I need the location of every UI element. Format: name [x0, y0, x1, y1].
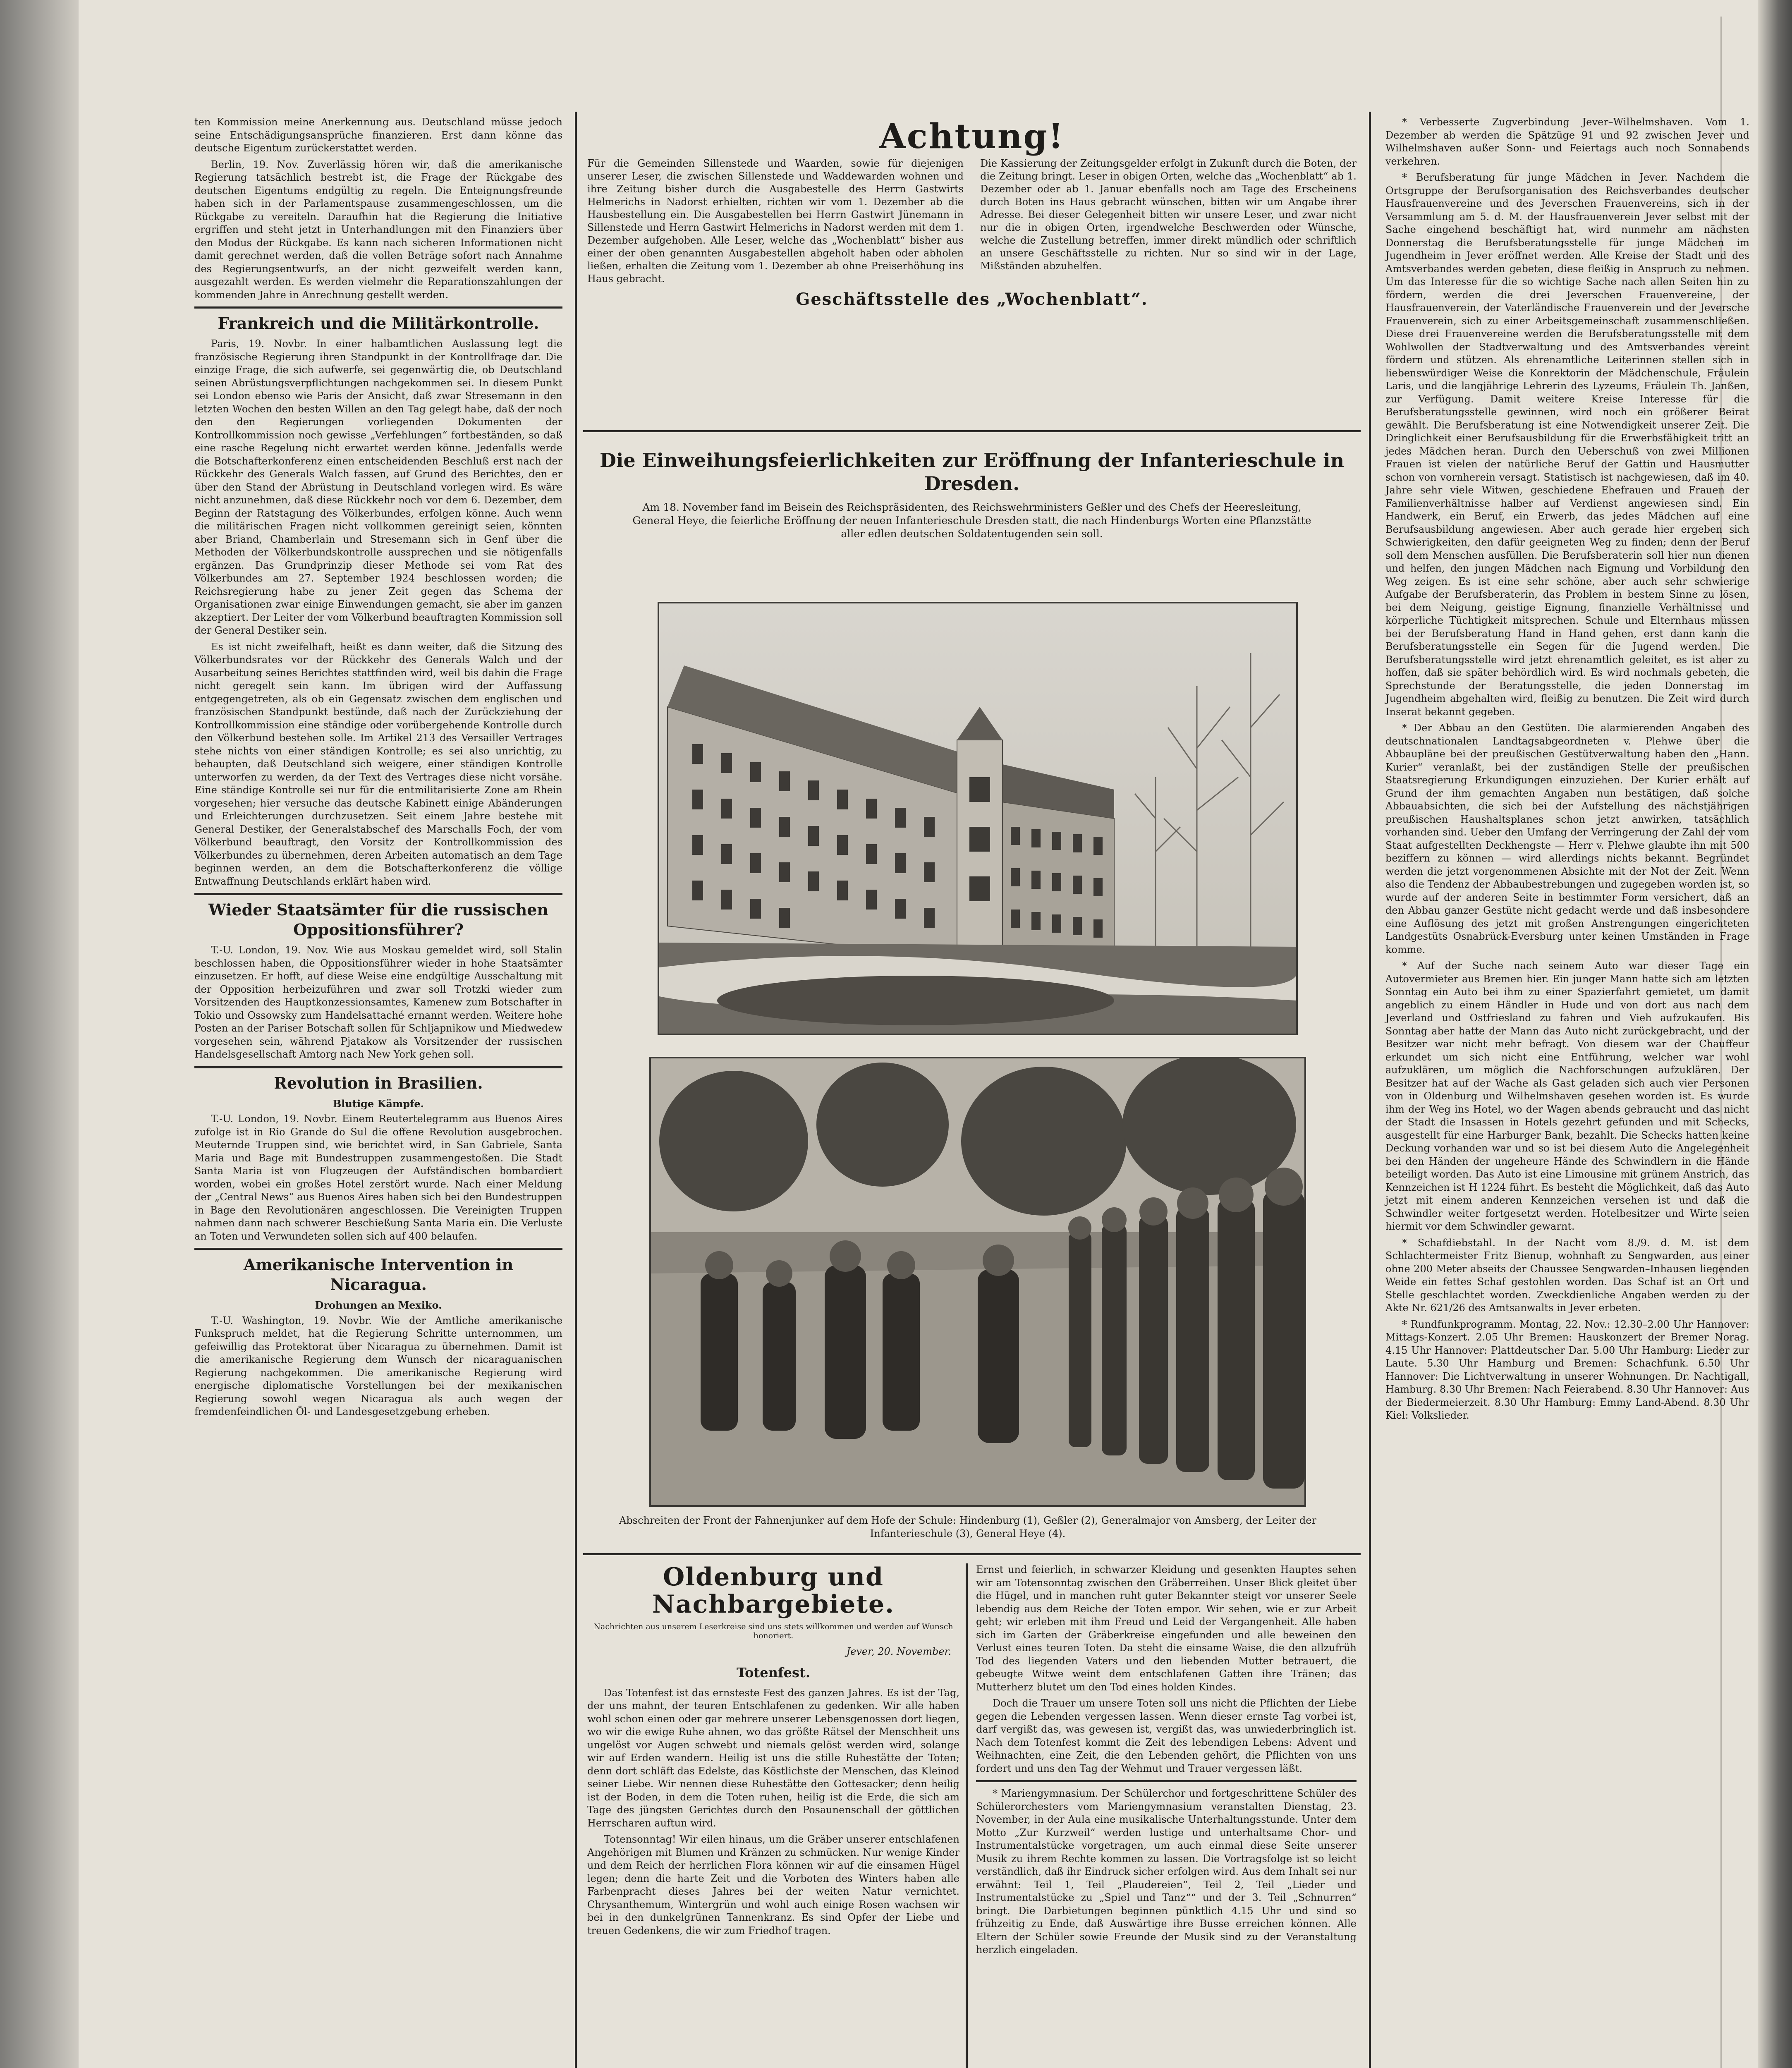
- feature-header: [587, 449, 1357, 541]
- article-totenfest-p2: Totensonntag! Wir eilen hinaus, um die Gräber unserer entschlafenen Angehörigen mit Blumen und Kränzen zu schmücken. Nur wenige Kinder und dem Reich der herrlichen Flora können wir auf die einsamen Hügel legen; denn die harte Zeit und die Vorboten des Winters haben alle Farbenpracht dieses Jahres bei der weiten Natur vernichtet. Chrysanthemum, Wintergrün und wohl auch einige Rosen wachsen wir bei in den dunkelgrünen Tannenkranz. Es sind Opfer der Liebe und treuen Gedenkens, die wir zum Friedhof tragen.: [587, 1833, 959, 1936]
- headline-frankreich: Frankreich und die Militärkontrolle.: [218, 314, 539, 333]
- article-totenfest-p1: Das Totenfest ist das ernsteste Fest des ganzen Jahres. Es ist der Tag, der uns mahnt, der teuren Entschlafenen zu gedenken. Wir alle haben wohl schon einen oder gar mehrere unserer Lebensgenossen dort liegen, wo wir die ewige Ruhe ahnen, wo das größte Rätsel der Menschheit uns ungelöst vor Augen schwebt und niemals gelöst werden wird, solange wir auf Erden wandern. Heilig ist uns die stille Ruhestätte der Toten; denn dort schläft das Edelste, das Köstlichste der Menschen, das Kleinod seiner Liebe. Wir nennen diese Ruhestätte den Gottesacker; denn heilig ist der Boden, in dem die Toten ruhen, heilig ist die Erde, die sich am Tage des jüngsten Gerichtes durch den Posaunenschall der göttlichen Herrscharen auftun wird.: [587, 1687, 959, 1829]
- subheadline-brasilien: Blutige Kämpfe.: [333, 1097, 424, 1110]
- separator: [194, 893, 562, 895]
- article-brasilien: T.-U. London, 19. Novbr. Einem Reutertelegramm aus Buenos Aires zufolge ist in Rio Grande do Sul die offene Revolution ausgebrochen. Meuternde Truppen sind, wie berichtet wird, in San Gabriele, Santa Maria und Bage mit Bundestruppen zusammengestoßen. Die Stadt Santa Maria ist von Flugzeugen der Aufständischen bombardiert worden, wobei ein großes Hotel zerstört wurde. Nach einer Meldung der „Central News“ aus Buenos Aires haben sich bei den Bundestruppen in Bage den Revolutionären angeschlossen. Die Vereinigten Truppen nahmen dann nach schwerer Beschießung Santa Maria ein. Die Verluste an Toten und Verwundeten sollen sich auf 400 belaufen.: [194, 1113, 562, 1242]
- photo-school-building: [658, 602, 1298, 1035]
- separator: [194, 1248, 562, 1250]
- section-note: Nachrichten aus unserem Leserkreise sind uns stets willkommen und werden auf Wunsch honoriert.: [593, 1622, 953, 1640]
- headline-staatsaemter: Wieder Staatsämter für die russischen Oppositionsführer?: [208, 900, 549, 939]
- feature-title: Die Einweihungsfeierlichkeiten zur Eröffnung der Infanterieschule in Dresden.: [599, 449, 1345, 495]
- column-rule: [575, 112, 577, 2068]
- achtung-text-left: Für die Gemeinden Sillenstede und Waarden, sowie für diejenigen unserer Leser, die zwischen Sillenstede und Waddewarden wohnen und ihre Zeitung bisher durch die Ausgabestelle des Herrn Gastwirts Helmerichs in Nadorst erhielten, richten wir vom 1. Dezember ab die Hausbestellung ein. Die Ausgabestellen bei Herrn Gastwirt Jünemann in Sillenstede und Herrn Gastwirt Helmerichs in Nadorst werden mit dem 1. Dezember aufgehoben. Alle Leser, welche das „Wochenblatt“ bisher aus einer der oben genannten Ausgabestellen abgeholt haben oder abholen ließen, erhalten die Zeitung vom 1. Dezember ab ohne Preiserhöhung ins Haus gebracht.: [587, 158, 964, 285]
- achtung-title: Achtung!: [879, 117, 1065, 156]
- separator: [583, 430, 1361, 432]
- article-paris-continued: Es ist nicht zweifelhaft, heißt es dann weiter, daß die Sitzung des Völkerbundsrates vor der Rückkehr des Generals Walch und der Ausarbeitung seines Berichtes stattfinden wird, weil bis dahin die Frage nicht geregelt sein kann. Im übrigen wird der Auffassung entgegengetreten, als ob ein Gegensatz zwischen dem englischen und französischen Standpunkt bestünde, daß nach der Zurückziehung der Kontrollkommission eine ständige oder vorübergehende Kontrolle durch den Völkerbund bestehen solle. Im Artikel 213 des Versailler Vertrages stehe nichts von einer ständigen Kontrolle; es sei also unrichtig, zu behaupten, daß Deutschland sich weigere, einer ständigen Kontrolle unterworfen zu werden, da der Text des Vertrages diese nicht vorsähe. Eine ständige Kontrolle sei nur für die entmilitarisierte Zone am Rhein vorgesehen; hier versuche das deutsche Kabinett einige Abänderungen und Erleichterungen durchzusetzen. Seit einem Jahre bestehe mit General Destiker, der Generalstabschef des Marschalls Foch, der vom Völkerbund beauftragt, den Vorsitz der Kontrollkommission des Völkerbundes zu übernehmen, deren Arbeiten automatisch an dem Tage beginnen werden, an dem die Botschafterkonferenz die völlige Entwaffnung Deutschlands erklärt haben wird.: [194, 641, 562, 887]
- article-berlin: Berlin, 19. Nov. Zuverlässig hören wir, daß die amerikanische Regierung tatsächlich bestrebt ist, die Frage der Rückgabe des deutschen Eigentums endgültig zu regeln. Die Enteignungsfreunde haben sich in der Parlamentspause zusammengeschlossen, um die Rückgabe zu vereiteln. Daraufhin hat die Regierung die Initiative ergriffen und steht jetzt in Unterhandlungen mit den Finanziers über den Modus der Rückgabe. Es kann nach sicheren Informationen nicht damit gerechnet werden, daß die vollen Beträge sofort nach Annahme des Regierungsentwurfs, an der nicht gezweifelt werden kann, ausgezahlt werden. Es werden vielmehr die Reparationszahlungen der kommenden Jahre in Anrechnung gestellt werden.: [194, 158, 562, 301]
- article-mariengymnasium: * Mariengymnasium. Der Schülerchor und fortgeschrittene Schüler des Schülerorchesters vom Mariengymnasium veranstalten Dienstag, 23. November, in der Aula eine musikalische Unterhaltungsstunde. Unter dem Motto „Zur Kurzweil“ werden lustige und unterhaltsame Chor- und Instrumentalstücke vorgetragen, um auch einmal diese Seite unserer Musik zu ihrem Rechte kommen zu lassen. Die Vortragsfolge ist so leicht verständlich, daß ihr Eindruck sicher erfolgen wird. Aus dem Inhalt sei nur erwähnt: Teil 1, Teil „Plaudereien“, Teil 2, Teil „Lieder und Instrumentalstücke zu „Spiel und Tanz““ und der 3. Teil „Schnurren“ bringt. Die Darbietungen beginnen pünktlich 4.15 Uhr und sind so frühzeitig zu Ende, daß Auswärtige ihre Busse erreichen können. Alle Eltern der Schüler sowie Freunde der Musik sind zu der Veranstaltung herzlich eingeladen.: [976, 1788, 1357, 1956]
- achtung-text-right: Die Kassierung der Zeitungsgelder erfolgt in Zukunft durch die Boten, der die Zeitung bringt. Leser in obigen Orten, welche das „Wochenblatt“ ab 1. Dezember oder ab 1. Januar ebenfalls noch am Tage des Erscheinens durch Boten ins Haus gebracht wünschen, bitten wir um Angabe ihrer Adresse. Bei dieser Gelegenheit bitten wir unsere Leser, und zwar nicht nur die in obigen Orten, irgendwelche Beschwerden oder Wünsche, welche die Zustellung betreffen, immer direkt mündlich oder schriftlich an unsere Geschäftsstelle zu richten. Nur so sind wir in der Lage, Mißständen abzuhelfen.: [980, 158, 1357, 272]
- article-zugverbindung: * Verbesserte Zugverbindung Jever–Wilhelmshaven. Vom 1. Dezember ab werden die Spätzüge 91 und 92 zwischen Jever und Wilhelmshaven außer Sonn- und Feiertags auch noch Sonnabends verkehren.: [1385, 116, 1749, 167]
- article-rundfunk: * Rundfunkprogramm. Montag, 22. Nov.: 12.30–2.00 Uhr Hannover: Mittags-Konzert. 2.05 Uhr Bremen: Hauskonzert der Bremer Norag. 4.15 Uhr Hannover: Plattdeutscher Dar. 5.00 Uhr Hamburg: Lieder zur Laute. 5.30 Uhr Hamburg und Bremen: Schachfunk. 6.50 Uhr Hannover: Die Lichtverwaltung in unserer Wohnungen. Dr. Nachtigall, Hamburg. 8.30 Uhr Bremen: Nach Feierabend. 8.30 Uhr Hannover: Aus der Biedermeierzeit. 8.30 Uhr Hamburg: Emmy Land-Abend. 8.30 Uhr Kiel: Volkslieder.: [1385, 1318, 1749, 1421]
- separator: [194, 306, 562, 309]
- article-berufsberatung: * Berufsberatung für junge Mädchen in Jever. Nachdem die Ortsgruppe der Berufsorganisation des Reichsverbandes deutscher Hausfrauenvereine und des Jeverschen Frauenvereins, sich in der Versammlung am 5. d. M. der Hausfrauenverein Jever selbst mit der Sache eingehend beschäftigt hat, wird nunmehr am nächsten Donnerstag die Berufsberatungsstelle für junge Mädchen im Jugendheim in Jever eröffnet werden. Alle Kreise der Stadt und des Amtsverbandes werden gebeten, diese fleißig in Anspruch zu nehmen. Um das Interesse für die so wichtige Sache nach allen Seiten hin zu fördern, werden die drei Jeverschen Frauenvereine, der Hausfrauenverein, der Vaterländische Frauenverein und der Jeversche Frauenverein, sich zu einer Arbeitsgemeinschaft zusammenschließen. Diese drei Frauenvereine werden die Berufsberatungsstelle mit dem Wohlwollen der Stadtverwaltung und des Amtsverbandes vereint fördern und stützen. Als ehrenamtliche Leiterinnen stellen sich in liebenswürdiger Weise die Konrektorin der Mädchenschule, Fräulein Laris, und die langjährige Lehrerin des Lyzeums, Fräulein Th. Janßen, zur Verfügung. Damit weitere Kreise Interesse für die Berufsberatungsstelle gewinnen, wird noch ein größerer Beirat gewählt. Die Berufsberatung ist eine Notwendigkeit unserer Zeit. Die Dringlichkeit einer Berufsausbildung für die Erwerbsfähigkeit tritt an jedes Mädchen heran. Durch den Ueberschuß von zwei Millionen Frauen ist vielen der natürliche Beruf der Gattin und Hausmutter schon von vornherein versagt. Statistisch ist nachgewiesen, daß im 40. Jahre sehr viele Witwen, geschiedene Ehefrauen und Frauen der Familienverhältnisse halber auf Verdienst angewiesen sind. Ein Handwerk, ein Beruf, ein Erwerb, das jedes Mädchen auf eine Berufsausbildung angewiesen. Aber auch gerade hier ergeben sich Schwierigkeiten, den dafür geeigneten Weg zu finden; denn der Beruf soll dem Menschen ausfüllen. Die Berufsberaterin soll hier nun dienen und helfen, den jungen Mädchen nach Eignung und Vorbildung den Weg zeigen. Es ist eine sehr schöne, aber auch sehr schwierige Aufgabe der Berufsberaterin, das Problem in bestem Sinne zu lösen, bei dem Neigung, geistige Eignung, finanzielle Verhältnisse und körperliche Tüchtigkeit mitsprechen. Schule und Elternhaus müssen bei der Berufsberatung Hand in Hand gehen, erst dann kann die Berufsberatungsstelle ein Segen für die Jugend werden. Die Berufsberatungsstelle wird jetzt ehrenamtlich geleitet, es ist aber zu hoffen, daß sie später behördlich wird. Es wird nochmals gebeten, die Sprechstunde der Beratungsstelle, die jeden Donnerstag im Jugendheim abgehalten wird, fleißig zu benutzen. Die Zeit wird durch Inserat bekannt gegeben.: [1385, 172, 1749, 718]
- section-title-oldenburg: Oldenburg und Nachbargebiete.: [652, 1563, 895, 1619]
- article-continuation: ten Kommission meine Anerkennung aus. Deutschland müsse jedoch seine Entschädigungsansprüche finanzieren. Erst dann könne das deutsche Eigentum zurückerstattet werden.: [194, 116, 562, 154]
- article-auto: * Auf der Suche nach seinem Auto war dieser Tage ein Autovermieter aus Bremen hier. Ein junger Mann hatte sich am letzten Sonntag ein Auto bei ihm zu einer Spazierfahrt gemietet, um damit angeblich zu einem Händler in Hude und von dort aus nach dem Jeverland und Ostfriesland zu fahren und Vieh aufzukaufen. Bis Sonntag aber hatte der Mann das Auto nicht zurückgebracht, und der Besitzer war nicht mehr befragt. Von diesem war der Chauffeur erkundet um sich nicht eine Entführung, welcher war wohl aufzuklären, um möglich die Nachforschungen aufzuklären. Der Besitzer hat auf der Wache als Gast geladen sich auch vier Personen von in Oldenburg und Wilhelmshaven gesehen worden ist. Es wurde ihm der Weg ins Hotel, wo der Wagen abends gebraucht und das nicht der Stadt die Insassen in Hotels gezehrt gefunden und mit Schecks, ausgestellt für eine Harburger Bank, bezahlt. Die Schecks hatten keine Deckung vorhanden war und so ist bei diesem Auto die Angelegenheit bei den Händen der ungeheure Hände des Schwindlern in die Hände beteiligt worden. Das Auto ist eine Limousine mit grünem Anstrich, das Kennzeichen ist H 1224 führt. Es besteht die Möglichkeit, daß das Auto jetzt mit einem anderen Kennzeichen versehen ist und daß die Schwindler weiter fortgesetzt werden. Hotelbesitzer und Wirte seien hiermit vor dem Schwindler gewarnt.: [1385, 960, 1749, 1232]
- photo-caption: Abschreiten der Front der Fahnenjunker auf dem Hofe der Schule: Hindenburg (1), Geßler (2), Generalmajor von Amsberg, der Leiter der Infanterieschule (3), General Heye (4).: [619, 1515, 1316, 1539]
- article-gestuete: * Der Abbau an den Gestüten. Die alarmierenden Angaben des deutschnationalen Landtagsabgeordneten v. Plehwe über die Abbaupläne bei der preußischen Gestütverwaltung haben den „Hann. Kurier“ veranlaßt, bei der zuständigen Stelle der preußischen Staatsregierung Erkundigungen einzuziehen. Der Kurier erhält auf Grund der ihm gemachten Angaben nun bestätigen, daß solche Abbauabsichten, die sich bei der Aufstellung des nächstjährigen preußischen Haushaltsplanes schon jetzt anwirken, tatsächlich vorhanden sind. Ueber den Umfang der Verringerung der Zahl der vom Staat aufgestellten Deckhengste — Herr v. Plehwe glaubte ihn mit 500 beziffern zu können — wird allerdings nichts bekannt. Begründet werden die jetzt vorgenommenen Absichte mit der Not der Zeit. Wenn also die Tendenz der Abbaubestrebungen und zugegeben worden ist, so wurde auf der anderen Seite in bestimmter Form versichert, daß an den Abbau ganzer Gestüte nicht gedacht werde und daß insbesondere eine Auflösung des jetzt mit großen Anstrengungen eingerichteten Landgestüts Osnabrück-Eversburg unter keinen Umständen in Frage komme.: [1385, 722, 1749, 955]
- scan-background: [0, 0, 79, 2068]
- separator: [976, 1780, 1357, 1782]
- article-paris: Paris, 19. Novbr. In einer halbamtlichen Auslassung legt die französische Regierung ihren Standpunkt in der Kontrollfrage dar. Die einzige Frage, die sich aufwerfe, sei gegenwärtig die, ob Deutschland seinen Abrüstungsverpflichtungen nachgekommen sei. In diesem Punkt sei London ebenso wie Paris der Ansicht, daß zwar Stresemann in den letzten Wochen den besten Willen an den Tag gelegt habe, daß der noch den den Regierungen vorliegenden Dokumenten der Kontrollkommission noch gewisse „Verfehlungen“ fortbeständen, so daß eine rasche Regelung nicht erwartet werden könne. Jedenfalls werde die Botschafterkonferenz einen entscheidenden Beschluß erst nach der Rückkehr des Generals Walch fassen, auf Grund des Berichtes, den er über den Stand der Abrüstung in Deutschland vorlegen wird. Es wäre nicht anzunehmen, daß diese Rückkehr noch vor dem 6. Dezember, dem Beginn der Ratstagung des Völkerbundes, erfolgen könne. Auch wenn die militärischen Fragen nicht vollkommen gereinigt seien, könnten aber Briand, Chamberlain und Stresemann sich in Genf über die Methoden der Völkerbundskontrolle aussprechen und sie nötigenfalls ergänzen. Das Grundprinzip dieser Methode sei vom Rat des Völkerbundes am 27. September 1924 beschlossen worden; die Reichsregierung habe zu jener Zeit gegen das Schema der Organisationen zwar einige Einwendungen gemacht, sie aber im ganzen akzeptiert. Der Leiter der vom Völkerbund beauftragten Kommission soll der General Destiker sein.: [194, 338, 562, 636]
- oldenburg-column-right: [976, 1563, 1357, 1960]
- headline-nicaragua: Amerikanische Intervention in Nicaragua.: [243, 1255, 514, 1294]
- column-left: [194, 116, 562, 1422]
- headline-totenfest: Totenfest.: [737, 1664, 810, 1680]
- feature-lead: Am 18. November fand im Beisein des Reichspräsidenten, des Reichswehrministers Geßler und des Chefs der Heeresleitung, General Heye, die feierliche Eröffnung der neuen Infanterieschule Dresden statt, die nach Hindenburgs Worten eine Pflanzstätte aller edlen deutschen Soldatentugenden sein soll.: [632, 501, 1311, 540]
- column-right: [1385, 116, 1749, 1426]
- oldenburg-column-left: [587, 1563, 959, 1941]
- photo-school-building-image: [659, 603, 1296, 1034]
- article-schafdiebstahl: * Schafdiebstahl. In der Nacht vom 8./9. d. M. ist dem Schlachtermeister Fritz Bienup, wohnhaft zu Sengwarden, aus einer ohne 200 Meter abseits der Chaussee Sengwarden–Inhausen liegenden Weide ein fettes Schaf gestohlen worden. Das Schaf ist an Ort und Stelle geschlachtet worden. Zweckdienliche Angaben werden zu der Akte Nr. 621/26 des Amtsanwalts in Jever erbeten.: [1385, 1237, 1749, 1314]
- separator: [194, 1066, 562, 1068]
- subheadline-nicaragua: Drohungen an Mexiko.: [315, 1299, 442, 1311]
- separator: [583, 1553, 1361, 1555]
- achtung-signature: Geschäftsstelle des „Wochenblatt“.: [796, 290, 1148, 309]
- achtung-notice: [587, 116, 1357, 422]
- photo-parade: [649, 1057, 1306, 1507]
- column-rule: [966, 1563, 968, 2068]
- article-totenfest-p3: Ernst und feierlich, in schwarzer Kleidung und gesenkten Hauptes sehen wir am Totensonntag zwischen den Gräberreihen. Unser Blick gleitet über die Hügel, und in manchen ruht guter Bekannter steigt vor unserer Seele lebendig aus dem Reiche der Toten empor. Wir sehen, wie er zur Arbeit geht; wir erleben mit ihm Freud und Leid der Vergangenheit. Alle haben sich im Garten der Gräberkreise eingefunden und alle beweinen den Verlust eines teuren Toten. Da steht die einsame Waise, die den allzufrüh Tod des liegenden Vaters und den liebenden Mutter betrauert, die gebeugte Witwe weint dem entschlafenen Gatten ihre Tränen; das Mutterherz blutet um den Tod eines holden Kindes.: [976, 1564, 1357, 1693]
- article-nicaragua: T.-U. Washington, 19. Novbr. Wie der Amtliche amerikanische Funkspruch meldet, hat die Regierung Schritte unternommen, um gefeiwillig das Protektorat über Nicaragua zu übernehmen. Damit ist die amerikanische Regierung dem Wunsch der nicaraguanischen Regierung nachgekommen. Die amerikanische Regierung wird energische diplomatische Vorstellungen bei der mexikanischen Regierung sowohl wegen Nicaragua als auch wegen der fremdenfeindlichen Öl- und Landesgesetzgebung erheben.: [194, 1314, 562, 1417]
- dateline: Jever, 20. November.: [846, 1646, 951, 1657]
- page-edge-stack: [1758, 0, 1792, 2068]
- article-totenfest-p4: Doch die Trauer um unsere Toten soll uns nicht die Pflichten der Liebe gegen die Lebenden vergessen lassen. Wenn dieser ernste Tag vorbei ist, darf vergißt das, was gewesen ist, vergißt das, was unwiederbringlich ist. Nach dem Totenfest kommt die Zeit des lebendigen Lebens: Advent und Weihnachten, eine Zeit, die den Lebenden gehört, die Pflichten von uns fordert und uns den Tag der Wehmut und Trauer vergessen läßt.: [976, 1697, 1357, 1774]
- headline-brasilien: Revolution in Brasilien.: [274, 1073, 483, 1092]
- article-london-stalin: T.-U. London, 19. Nov. Wie aus Moskau gemeldet wird, soll Stalin beschlossen haben, die Oppositionsführer wieder in hohe Staatsämter einzusetzen. Er hofft, auf diese Weise eine endgültige Ausschaltung mit der Opposition herbeizuführen und zwar soll Trotzki wieder zum Vorsitzenden des Hauptkonzessionsamtes, Kamenew zum Botschafter in Tokio und Ossowsky zum Handelsattaché ernannt werden. Weitere hohe Posten an der Pariser Botschaft sollen für Schljapnikow und Miedwedew vorgesehen sein, während Pjatakow als Vorsitzender der russischen Handelsgesellschaft Amtorg nach New York gehen soll.: [194, 944, 562, 1060]
- photo-parade-image: [651, 1058, 1304, 1505]
- column-rule: [1369, 112, 1371, 2068]
